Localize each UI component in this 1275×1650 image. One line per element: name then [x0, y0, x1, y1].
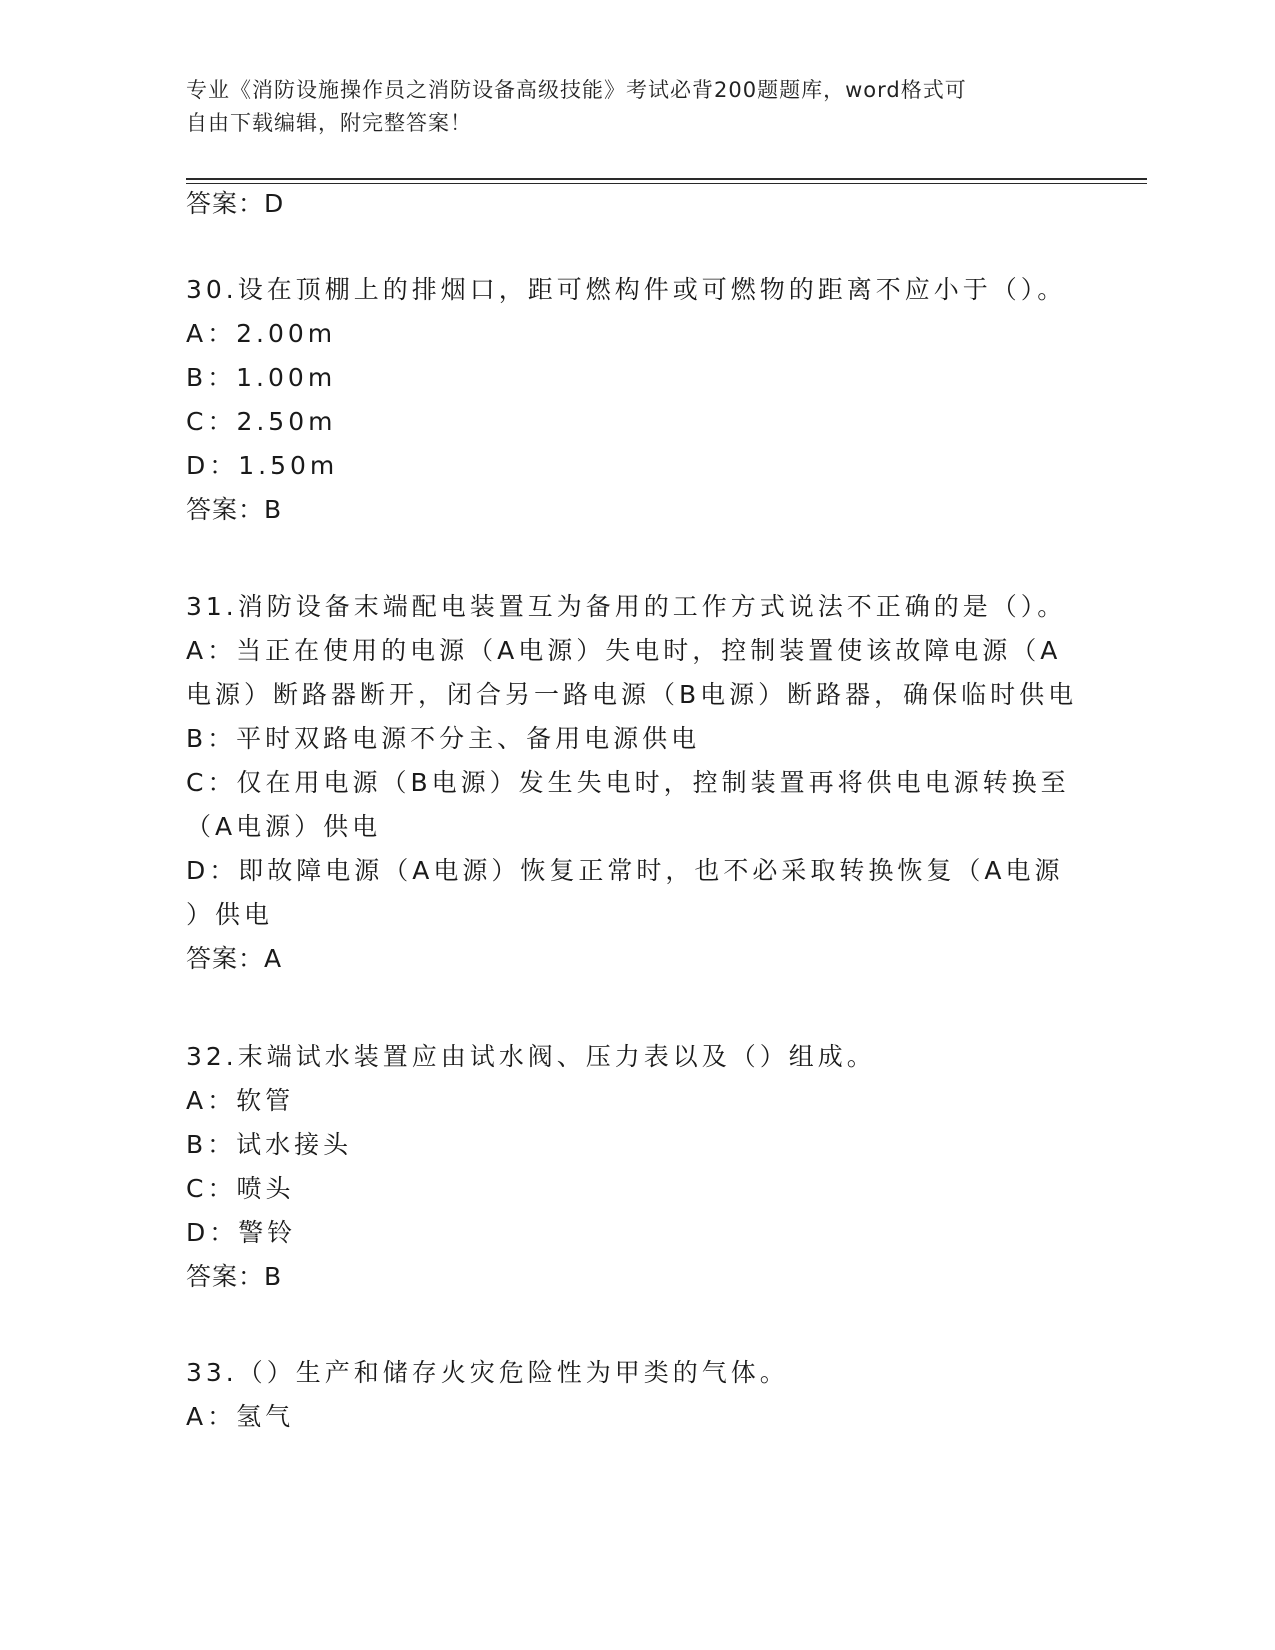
question-31-option-b: B：平时双路电源不分主、备用电源供电: [186, 724, 701, 753]
question-31-option-c-line-1: C：仅在用电源（B电源）发生失电时，控制装置再将供电电源转换至: [186, 768, 1070, 797]
question-30-option-d: D：1.50m: [186, 451, 339, 480]
question-30-option-b: B：1.00m: [186, 363, 337, 392]
question-31-option-d-line-1: D：即故障电源（A电源）恢复正常时，也不必采取转换恢复（A电源: [186, 856, 1064, 885]
question-31-answer: 答案：A: [186, 944, 283, 973]
question-33-text: 33.（）生产和储存火灾危险性为甲类的气体。: [186, 1358, 789, 1387]
question-32-option-d: D：警铃: [186, 1218, 297, 1247]
question-30-option-c: C：2.50m: [186, 407, 337, 436]
question-30-text: 30.设在顶棚上的排烟口，距可燃构件或可燃物的距离不应小于（）。: [186, 275, 1067, 304]
question-33-option-a: A：氢气: [186, 1402, 295, 1431]
question-32-option-b: B：试水接头: [186, 1130, 353, 1159]
question-32-option-a: A：软管: [186, 1086, 295, 1115]
question-31-option-c-line-2: （A电源）供电: [186, 812, 382, 841]
header-rule-thick: [186, 178, 1147, 180]
question-32-text: 32.末端试水装置应由试水阀、压力表以及（）组成。: [186, 1042, 876, 1071]
question-30-option-a: A：2.00m: [186, 319, 337, 348]
question-30-answer: 答案：B: [186, 495, 283, 524]
question-31-option-a-line-1: A：当正在使用的电源（A电源）失电时，控制装置使该故障电源（A: [186, 636, 1062, 665]
question-32-answer: 答案：B: [186, 1262, 283, 1291]
question-31-option-a-line-2: 电源）断路器断开，闭合另一路电源（B电源）断路器，确保临时供电: [186, 680, 1078, 709]
previous-answer: 答案：D: [186, 189, 285, 218]
question-31-option-d-line-2: ）供电: [186, 900, 274, 929]
header-rule-thin: [186, 183, 1147, 184]
header-line-2: 自由下载编辑，附完整答案！: [186, 111, 472, 135]
header-line-1: 专业《消防设施操作员之消防设备高级技能》考试必背200题题库，word格式可: [186, 78, 967, 102]
question-31-text: 31.消防设备末端配电装置互为备用的工作方式说法不正确的是（）。: [186, 592, 1067, 621]
question-32-option-c: C：喷头: [186, 1174, 295, 1203]
page-header: [186, 74, 1066, 140]
